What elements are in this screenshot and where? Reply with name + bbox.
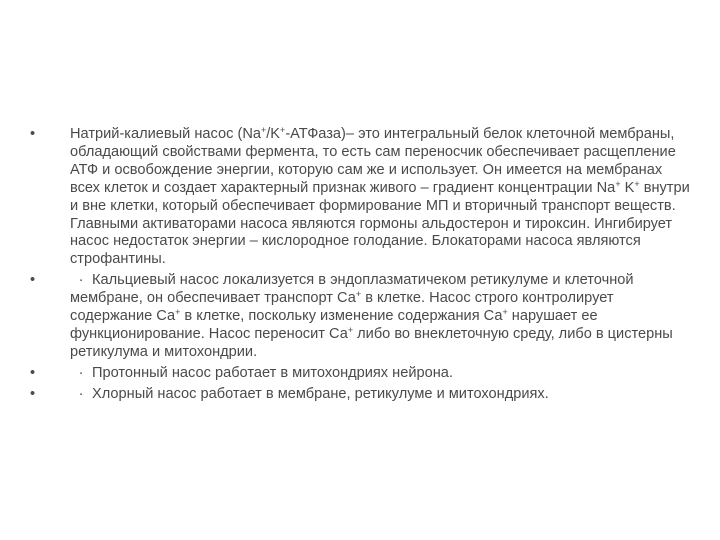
bullet-text: · Хлорный насос работает в мембране, ретикулуме и митохондриях.: [70, 386, 549, 402]
bullet-marker: •: [30, 364, 36, 381]
inner-dot-marker: ·: [78, 364, 84, 381]
bullet-text: · Кальциевый насос локализуется в эндоплазматичеком ретикулуме и клеточной мембране, он обеспечивает транспорт Са+ в клетке. Насос строго контролирует содержание Са+ в клетке, поскольку изменение содержания Са+ нарушает ее функционирование. Насос переносит Са+ либо во внеклеточную среду, либо в цистерны ретикулума и митохондрии.: [70, 272, 673, 360]
inner-dot-marker: ·: [78, 385, 84, 402]
bullet-text: Натрий-калиевый насос (Na+/K+-АТФаза)– это интегральный белок клеточной мембраны, обладающий свойствами фермента, то есть сам переносчик обеспечивает расщепление АТФ и освобождение энергии, которую сам же и использует. Он имеется на мембранах всех клеток и создает характерный признак живого – градиент концентрации Na+ K+ внутри и вне клетки, который обеспечивает формирование МП и вторичный транспорт веществ. Главными активаторами насоса являются гормоны альдостерон и тироксин. Ингибирует насос недостаток энергии – кислородное голодание. Блокаторами насоса являются строфантины.: [70, 125, 690, 268]
bullet-item-calcium-pump: [30, 272, 690, 362]
bullet-item-sodium-potassium-pump: [30, 126, 690, 269]
bullet-item-chloride-pump: [30, 386, 690, 404]
bullet-list: [30, 126, 690, 407]
bullet-marker: •: [30, 126, 36, 142]
bullet-item-proton-pump: [30, 365, 690, 383]
inner-dot-marker: ·: [78, 272, 84, 289]
bullet-marker: •: [30, 385, 36, 402]
bullet-text: · Протонный насос работает в митохондриях нейрона.: [70, 365, 453, 381]
bullet-marker: •: [30, 272, 36, 289]
